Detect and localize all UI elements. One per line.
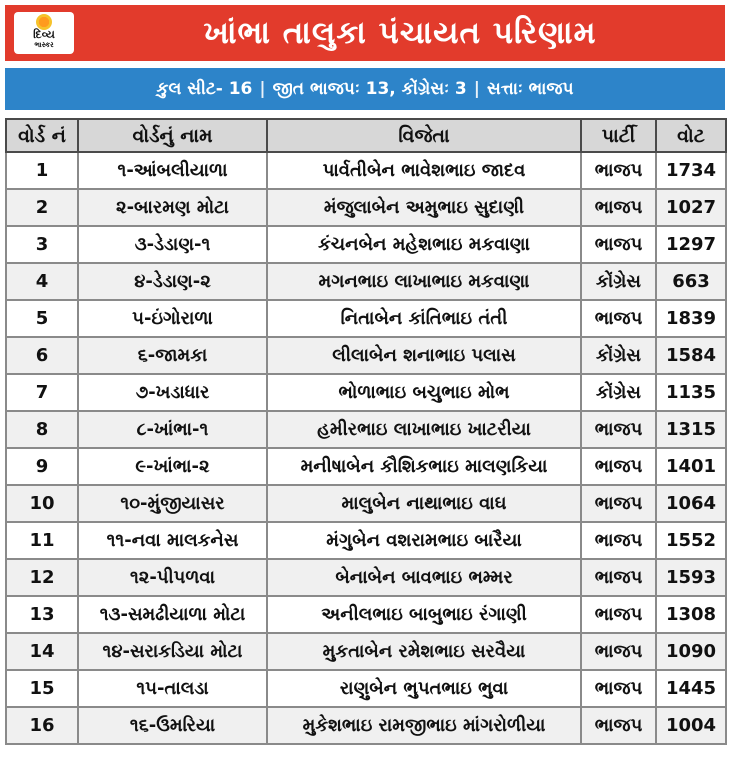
- party-cell: ભાજપ: [581, 633, 656, 670]
- ward-number-cell: 15: [6, 670, 78, 707]
- divya-bhaskar-logo: [14, 12, 74, 54]
- winner-name-cell: બેનાબેન બાવભાઇ ભમ્મર: [267, 559, 581, 596]
- ward-name-cell: ૧૪-સરાકડિયા મોટા: [78, 633, 267, 670]
- table-row: [6, 300, 726, 337]
- ward-name-cell: ૯-ખાંભા-૨: [78, 448, 267, 485]
- ward-number-cell: 3: [6, 226, 78, 263]
- ward-number-cell: 10: [6, 485, 78, 522]
- table-row: [6, 485, 726, 522]
- votes-cell: 1297: [656, 226, 726, 263]
- winner-name-cell: માલુબેન નાથાભાઇ વાઘ: [267, 485, 581, 522]
- votes-cell: 1552: [656, 522, 726, 559]
- ward-number-cell: 1: [6, 152, 78, 189]
- ward-number-cell: 16: [6, 707, 78, 744]
- column-header-winner: વિજેતા: [267, 119, 581, 152]
- winner-name-cell: કંચનબેન મહેશભાઇ મકવાણા: [267, 226, 581, 263]
- ward-number-cell: 2: [6, 189, 78, 226]
- votes-cell: 1308: [656, 596, 726, 633]
- votes-cell: 1027: [656, 189, 726, 226]
- party-cell: કોંગ્રેસ: [581, 374, 656, 411]
- party-cell: કોંગ્રેસ: [581, 337, 656, 374]
- winner-name-cell: મુકેશભાઇ રામજીભાઇ માંગરોળીયા: [267, 707, 581, 744]
- total-seats: કુલ સીટ- 16: [156, 79, 253, 99]
- table-row: [6, 596, 726, 633]
- party-cell: ભાજપ: [581, 300, 656, 337]
- winner-name-cell: નિતાબેન કાંતિભાઇ તંતી: [267, 300, 581, 337]
- table-row: [6, 633, 726, 670]
- table-row: [6, 522, 726, 559]
- table-row: [6, 337, 726, 374]
- votes-cell: 1734: [656, 152, 726, 189]
- winner-name-cell: મુકતાબેન રમેશભાઇ સરવૈયા: [267, 633, 581, 670]
- ward-number-cell: 7: [6, 374, 78, 411]
- column-header-ward-name: વોર્ડનું નામ: [78, 119, 267, 152]
- table-row: [6, 411, 726, 448]
- party-cell: ભાજપ: [581, 189, 656, 226]
- column-header-ward-no: વોર્ડ નં: [6, 119, 78, 152]
- party-cell: ભાજપ: [581, 226, 656, 263]
- winner-name-cell: મગનભાઇ લાખાભાઇ મકવાણા: [267, 263, 581, 300]
- winner-name-cell: ભોળાભાઇ બચુભાઇ મોભ: [267, 374, 581, 411]
- ward-name-cell: ૧૧-નવા માલકનેસ: [78, 522, 267, 559]
- winner-name-cell: મંગુબેન વશરામભાઇ બારૈયા: [267, 522, 581, 559]
- results-table: [5, 118, 727, 745]
- column-header-votes: વોટ: [656, 119, 726, 152]
- logo-text-line2: ભાસ્કર: [34, 41, 54, 49]
- ward-name-cell: ૧૦-મુંજીયાસર: [78, 485, 267, 522]
- ward-number-cell: 9: [6, 448, 78, 485]
- table-row: [6, 374, 726, 411]
- summary-divider: |: [473, 79, 480, 99]
- table-row: [6, 559, 726, 596]
- table-row: [6, 189, 726, 226]
- ward-name-cell: ૨-બારમણ મોટા: [78, 189, 267, 226]
- winner-name-cell: મંજુલાબેન અમુભાઇ સુદાણી: [267, 189, 581, 226]
- votes-cell: 663: [656, 263, 726, 300]
- ward-name-cell: ૪-ડેડાણ-૨: [78, 263, 267, 300]
- ward-number-cell: 6: [6, 337, 78, 374]
- page-title: ખાંભા તાલુકા પંચાયત પરિણામ: [203, 15, 597, 51]
- votes-cell: 1090: [656, 633, 726, 670]
- party-cell: ભાજપ: [581, 485, 656, 522]
- ward-number-cell: 4: [6, 263, 78, 300]
- ward-name-cell: ૧૫-તાલડા: [78, 670, 267, 707]
- ward-number-cell: 5: [6, 300, 78, 337]
- ward-number-cell: 12: [6, 559, 78, 596]
- votes-cell: 1445: [656, 670, 726, 707]
- party-cell: ભાજપ: [581, 448, 656, 485]
- votes-cell: 1064: [656, 485, 726, 522]
- ward-name-cell: ૬-જામકા: [78, 337, 267, 374]
- votes-cell: 1593: [656, 559, 726, 596]
- table-row: [6, 670, 726, 707]
- winner-name-cell: હમીરભાઇ લાખાભાઇ ખાટરીયા: [267, 411, 581, 448]
- winner-name-cell: લીલાબેન શનાભાઇ પલાસ: [267, 337, 581, 374]
- party-cell: ભાજપ: [581, 670, 656, 707]
- votes-cell: 1401: [656, 448, 726, 485]
- ward-name-cell: ૩-ડેડાણ-૧: [78, 226, 267, 263]
- party-cell: કોંગ્રેસ: [581, 263, 656, 300]
- ward-number-cell: 11: [6, 522, 78, 559]
- party-cell: ભાજપ: [581, 522, 656, 559]
- votes-cell: 1584: [656, 337, 726, 374]
- ward-name-cell: ૫-ઇંગોરાળા: [78, 300, 267, 337]
- winner-name-cell: અનીલભાઇ બાબુભાઇ રંગાણી: [267, 596, 581, 633]
- votes-cell: 1315: [656, 411, 726, 448]
- ward-number-cell: 13: [6, 596, 78, 633]
- column-header-party: પાર્ટી: [581, 119, 656, 152]
- ward-name-cell: ૧-આંબલીયાળા: [78, 152, 267, 189]
- table-header-row: [6, 119, 726, 152]
- ward-name-cell: ૭-ખડાધાર: [78, 374, 267, 411]
- party-cell: ભાજપ: [581, 707, 656, 744]
- summary-bar: [5, 68, 725, 110]
- table-row: [6, 448, 726, 485]
- ward-name-cell: ૧૬-ઉમરિયા: [78, 707, 267, 744]
- winner-name-cell: રાણુબેન ભુપતભાઇ ભુવા: [267, 670, 581, 707]
- table-row: [6, 263, 726, 300]
- votes-cell: 1839: [656, 300, 726, 337]
- party-cell: ભાજપ: [581, 596, 656, 633]
- winner-name-cell: મનીષાબેન કૌશિકભાઇ માલણકિયા: [267, 448, 581, 485]
- party-cell: ભાજપ: [581, 152, 656, 189]
- ward-number-cell: 8: [6, 411, 78, 448]
- ward-name-cell: ૮-ખાંભા-૧: [78, 411, 267, 448]
- ward-number-cell: 14: [6, 633, 78, 670]
- table-row: [6, 707, 726, 744]
- party-cell: ભાજપ: [581, 559, 656, 596]
- table-row: [6, 152, 726, 189]
- power-summary: સત્તાઃ ભાજપ: [486, 79, 574, 99]
- winner-name-cell: પાર્વતીબેન ભાવેશભાઇ જાદવ: [267, 152, 581, 189]
- ward-name-cell: ૧૩-સમઢીયાળા મોટા: [78, 596, 267, 633]
- ward-name-cell: ૧૨-પીપળવા: [78, 559, 267, 596]
- votes-cell: 1135: [656, 374, 726, 411]
- title-banner: [5, 5, 725, 61]
- votes-cell: 1004: [656, 707, 726, 744]
- wins-summary: જીત ભાજપઃ 13, કોંગ્રેસઃ 3: [272, 79, 467, 99]
- table-row: [6, 226, 726, 263]
- logo-text-line1: દિવ્ય: [33, 28, 55, 41]
- summary-divider: |: [259, 79, 266, 99]
- party-cell: ભાજપ: [581, 411, 656, 448]
